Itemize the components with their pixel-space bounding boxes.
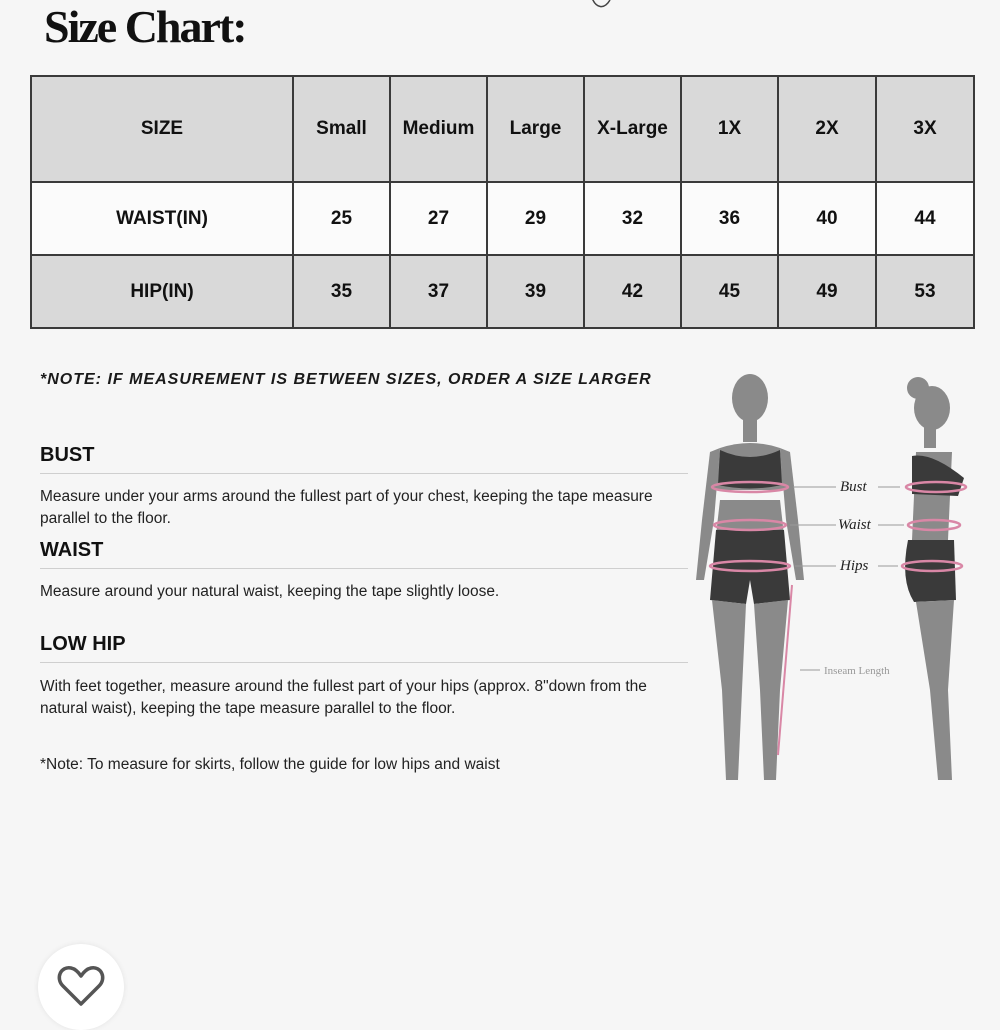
row-label-hip: HIP(IN) <box>31 255 293 328</box>
size-header-label: SIZE <box>31 76 293 182</box>
inseam-label: Inseam Length <box>824 665 890 677</box>
table-cell: 35 <box>293 255 390 328</box>
sizing-note: *NOTE: IF MEASUREMENT IS BETWEEN SIZES, ORDER A SIZE LARGER <box>40 371 652 388</box>
bust-heading: BUST <box>40 444 95 466</box>
table-cell: 40 <box>778 182 876 255</box>
table-cell: 44 <box>876 182 974 255</box>
table-cell: 42 <box>584 255 681 328</box>
size-header-2x: 2X <box>778 76 876 182</box>
size-header-medium: Medium <box>390 76 487 182</box>
measurement-figures <box>680 360 980 810</box>
table-cell: 53 <box>876 255 974 328</box>
front-figure <box>696 374 804 780</box>
table-cell: 32 <box>584 182 681 255</box>
heart-outline-icon <box>57 964 105 1008</box>
size-header-3x: 3X <box>876 76 974 182</box>
table-cell: 36 <box>681 182 778 255</box>
size-header-1x: 1X <box>681 76 778 182</box>
waist-instructions: Measure around your natural waist, keeping the tape slightly loose. <box>40 583 500 600</box>
table-cell: 29 <box>487 182 584 255</box>
table-cell: 37 <box>390 255 487 328</box>
size-header-small: Small <box>293 76 390 182</box>
size-table <box>30 75 975 329</box>
bust-instructions: Measure under your arms around the fullest part of your chest, keeping the tape measure parallel to the floor. <box>40 488 653 527</box>
table-cell: 45 <box>681 255 778 328</box>
low-hip-heading: LOW HIP <box>40 633 126 655</box>
row-label-waist: WAIST(IN) <box>31 182 293 255</box>
bust-divider <box>40 473 688 474</box>
table-row <box>31 182 974 255</box>
favorite-button[interactable] <box>38 944 124 1030</box>
skirt-note: *Note: To measure for skirts, follow the guide for low hips and waist <box>40 756 500 773</box>
low-hip-instructions: With feet together, measure around the fullest part of your hips (approx. 8"down from the natural waist), keeping the tape measure parallel to the floor. <box>40 678 647 717</box>
side-figure <box>902 377 966 780</box>
title-flourish-icon <box>590 0 614 12</box>
waist-label: Waist <box>838 517 871 533</box>
table-row <box>31 255 974 328</box>
waist-heading: WAIST <box>40 539 104 561</box>
table-cell: 27 <box>390 182 487 255</box>
table-cell: 49 <box>778 255 876 328</box>
page-title: Size Chart: <box>44 1 246 52</box>
size-header-large: Large <box>487 76 584 182</box>
size-header-row <box>31 76 974 182</box>
size-header-x-large: X-Large <box>584 76 681 182</box>
hips-label: Hips <box>840 558 869 574</box>
table-cell: 25 <box>293 182 390 255</box>
low-hip-divider <box>40 662 688 663</box>
waist-divider <box>40 568 688 569</box>
bust-label: Bust <box>840 479 867 495</box>
table-cell: 39 <box>487 255 584 328</box>
